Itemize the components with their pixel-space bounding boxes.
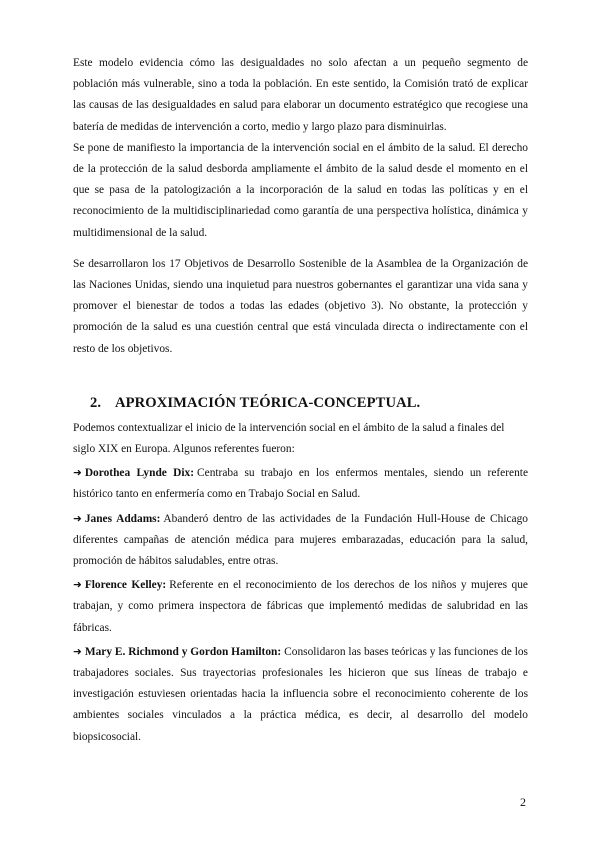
list-item-richmond-hamilton xyxy=(73,642,528,748)
section-heading xyxy=(90,392,528,414)
paragraph-sdg: Se desarrollaron los 17 Objetivos de Desarrollo Sostenible de la Asamblea de la Organización de las Naciones Unidas, siendo una inquietud para nuestros gobernantes el garantizar una vida sana y promover el bienestar de todos a todas las edades (objetivo 3). No obstante, la protección y promoción de la salud es una cuestión central que está vinculada directa o indirectamente con el resto de los objetivos. xyxy=(73,257,528,355)
arrow-icon: ➜ xyxy=(73,645,82,658)
page-number: 2 xyxy=(520,795,526,809)
referent-name: Dorothea Lynde Dix: xyxy=(84,467,195,480)
arrow-icon: ➜ xyxy=(73,512,82,525)
page-content xyxy=(73,53,528,748)
list-item-kelley xyxy=(73,575,528,639)
referent-name: Mary E. Richmond y Gordon Hamilton: xyxy=(84,645,282,658)
paragraph-social-intervention: Se pone de manifiesto la importancia de la intervención social en el ámbito de la salud. El derecho de la protección de la salud desborda ampliamente el ámbito de la salud desde el momento en el que se pasa de la patologización a la incorporación de la salud en todas las políticas y en el reconocimiento de la multidisciplinariedad como garantía de una perspectiva holística, dinámica y multidimensional de la salud. xyxy=(73,141,528,239)
list-item-addams xyxy=(73,509,528,573)
section-intro: Podemos contextualizar el inicio de la intervención social en el ámbito de la salud a finales del siglo XIX en Europa. Algunos referentes fueron: xyxy=(73,421,505,456)
referent-name: Janes Addams: xyxy=(84,512,161,525)
referent-description: Centraba su trabajo en los enfermos mentales, siendo un referente histórico tanto en enfermería como en Trabajo Social en Salud. xyxy=(73,467,528,501)
referent-name: Florence Kelley: xyxy=(84,579,167,592)
arrow-icon: ➜ xyxy=(73,467,82,480)
paragraph-inequalities: Este modelo evidencia cómo las desigualdades no solo afectan a un pequeño segmento de población más vulnerable, sino a toda la población. En este sentido, la Comisión trató de explicar las causas de las desigualdades en salud para elaborar un documento estratégico que recogiese una batería de medidas de intervención a corto, medio y largo plazo para disminuirlas. xyxy=(73,57,528,133)
referent-description: Consolidaron las bases teóricas y las funciones de los trabajadores sociales. Sus trayectorias profesionales les hicieron que sus líneas de trabajo e investigación estuviesen orientadas hacia la influencia sobre el reconocimiento coherente de los ambientes sociales vinculados a la práctica médica, es decir, al desarrollo del modelo biopsicosocial. xyxy=(73,645,528,743)
referent-description: Referente en el reconocimiento de los derechos de los niños y mujeres que trabajan, y como primera inspectora de fábricas que implementó medidas de salubridad en las fábricas. xyxy=(73,579,528,634)
arrow-icon: ➜ xyxy=(73,579,82,592)
list-item-dix xyxy=(73,463,528,505)
section-title: APROXIMACIÓN TEÓRICA-CONCEPTUAL. xyxy=(114,394,421,411)
section-number: 2. xyxy=(90,394,102,411)
referent-description: Abanderó dentro de las actividades de la Fundación Hull-House de Chicago diferentes campañas de atención médica para mujeres embarazadas, educación para la salud, promoción de hábitos saludables, entre otras. xyxy=(73,512,528,568)
